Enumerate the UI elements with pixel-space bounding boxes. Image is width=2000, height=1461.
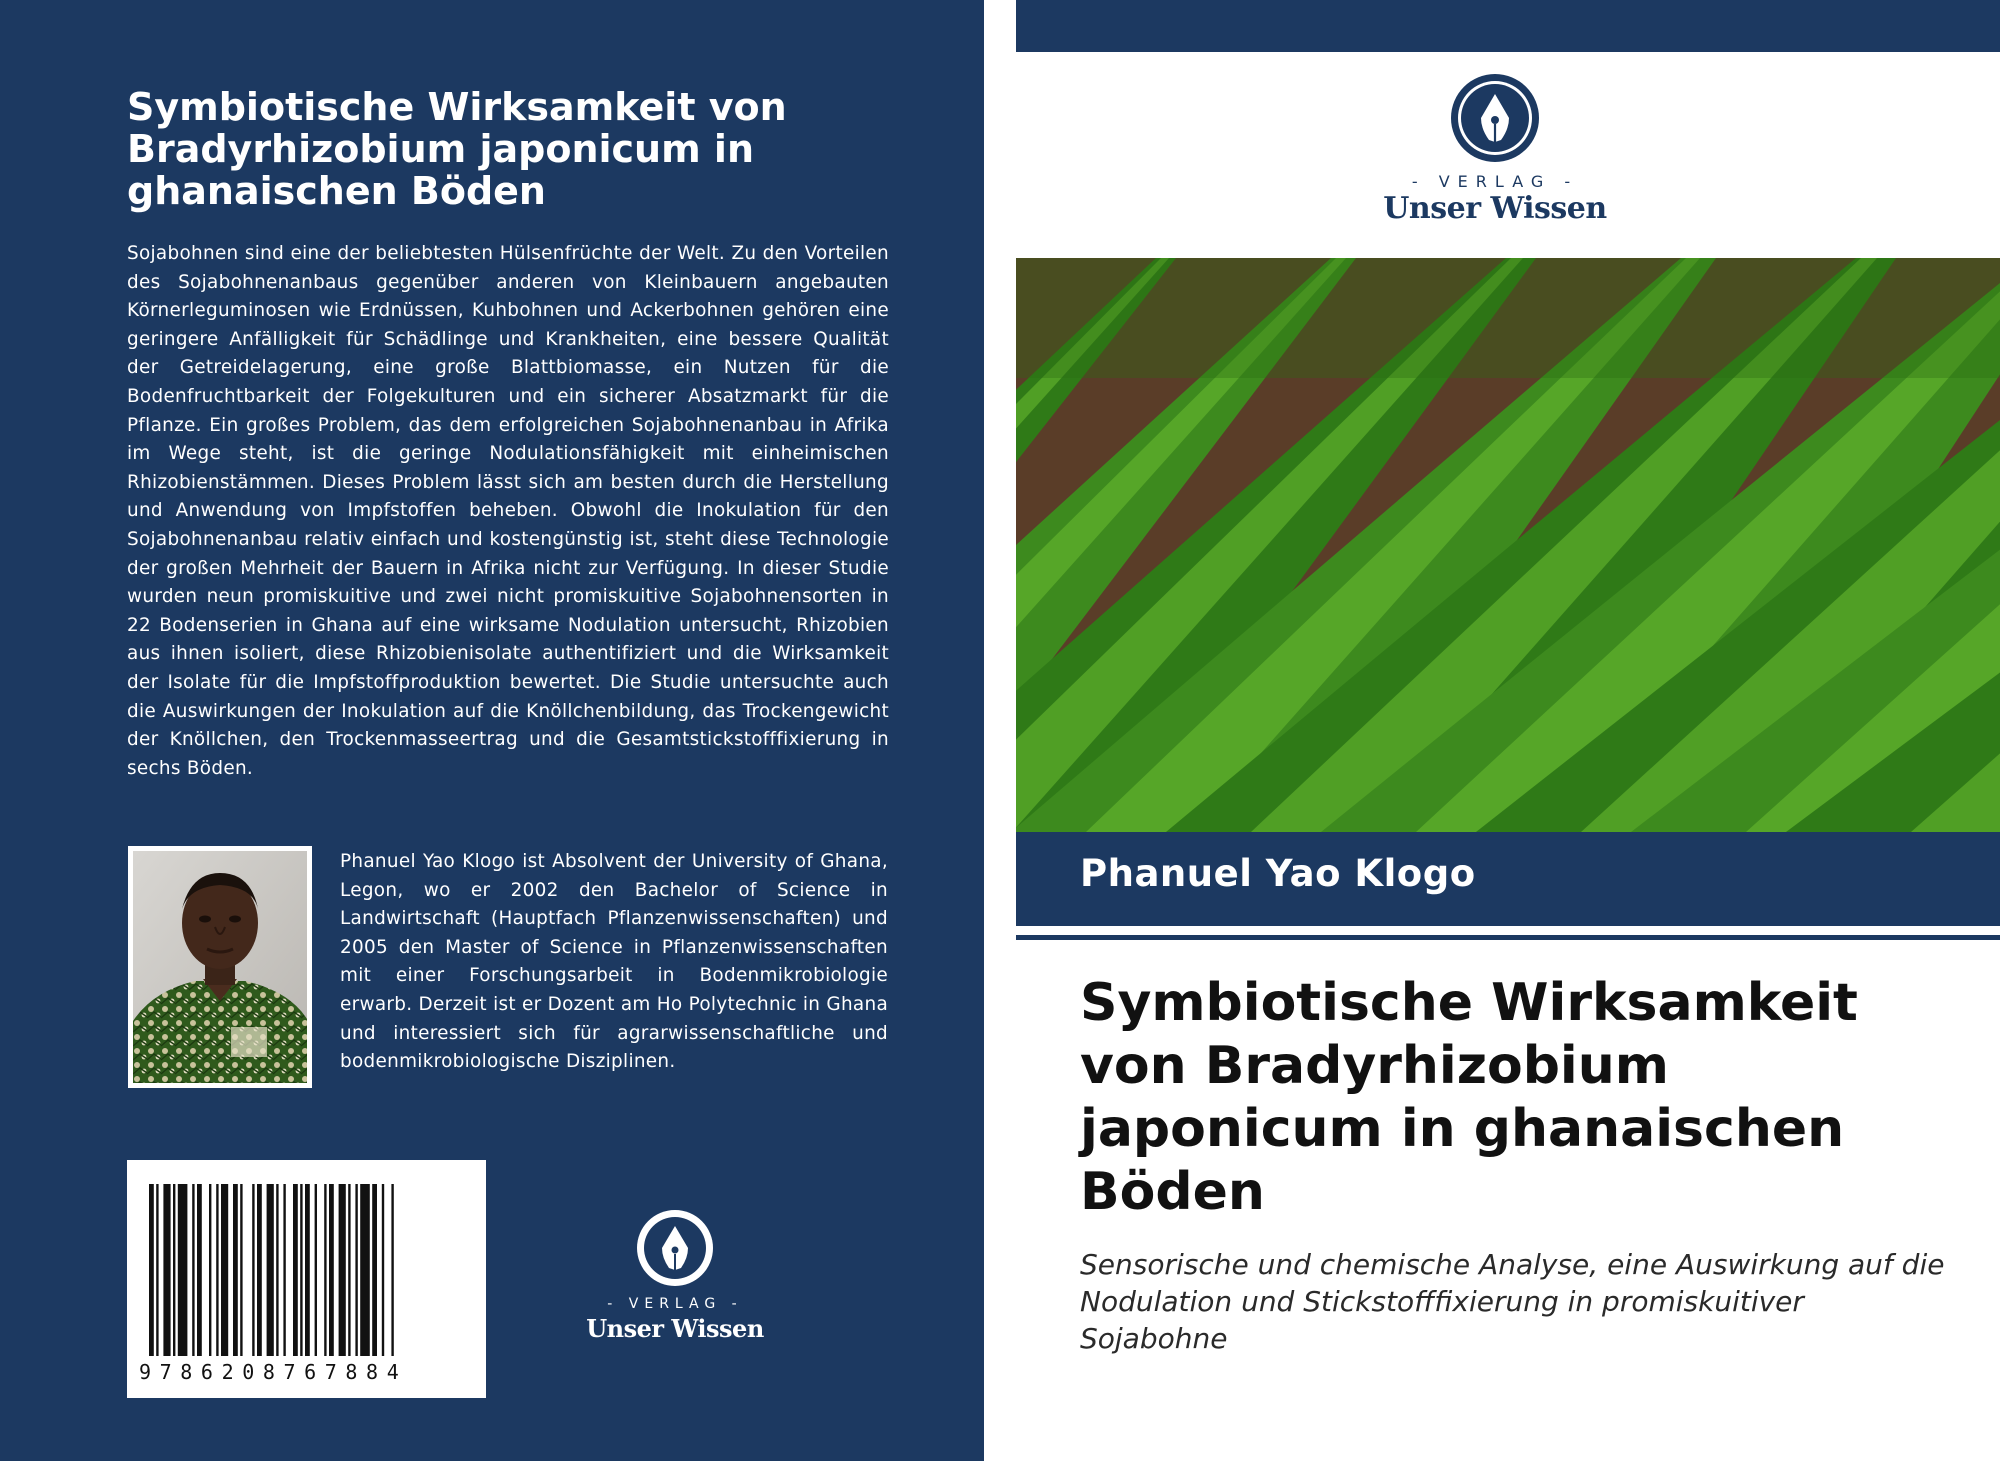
author-biography: Phanuel Yao Klogo ist Absolvent der University of Ghana, Legon, wo er 2002 den Bachelor of Science in Landwirtschaft (Hauptfach Pflanzenwissenschaften) und 2005 den Master of Science in Pflanzenwissenschaften mit einer Forschungsarbeit in Bodenmikrobiologie erwarb. Derzeit ist er Dozent am Ho Polytechnic in Ghana und interessiert sich für agrarwissenschaftliche und bodenmikrobiologische Disziplinen. [340,851,889,1073]
publisher-verlag-label: - VERLAG - [607,1296,743,1312]
soybean-field-photo-icon [1016,258,2000,832]
publisher-verlag-label: - VERLAG - [1411,172,1579,191]
publisher-name: Unser Wissen [1383,191,1607,226]
isbn-barcode-icon [127,1160,486,1398]
back-cover [0,0,984,1461]
back-cover-title: Symbiotische Wirksamkeit von Bradyrhizobium japonicum in ghanaischen Böden [127,85,787,213]
isbn-digits: 9786208767884 [139,1360,408,1384]
publisher-logo-front [1380,72,1610,226]
back-cover-description: Sojabohnen sind eine der beliebtesten Hülsenfrüchte der Welt. Zu den Vorteilen des Sojabohnenanbaus gegenüber anderen von Kleinbauern angebauten Körnerleguminosen wie Erdnüssen, Kuhbohnen und Ackerbohnen gehören eine geringere Anfälligkeit für Schädlinge und Krankheiten, eine bessere Qualität der Getreidelagerung, eine große Blattbiomasse, ein Nutzen für die Bodenfruchtbarkeit der Folgekulturen und ein sicherer Absatzmarkt für die Pflanze. Ein großes Problem, das dem erfolgreichen Sojabohnenanbau in Afrika im Wege steht, ist die geringe Nodulationsfähigkeit mit einheimischen Rhizobienstämmen. Dieses Problem lässt sich am besten durch die Herstellung und Anwendung von Impfstoffen beheben. Obwohl die Inokulation für den Sojabohnenanbau relativ einfach und kostengünstig ist, steht diese Technologie der großen Mehrheit der Bauern in Afrika nicht zur Verfügung. In dieser Studie wurden neun promiskuitive und zwei nicht promiskuitive Sojabohnensorten in 22 Bodenserien in Ghana auf eine wirksame Nodulation untersucht, Rhizobien aus ihnen isoliert, diese Rhizobienisolate authentifiziert und die Wirksamkeit der Isolate für die Impfstoffproduktion bewertet. Die Studie untersuchte auch die Auswirkungen der Inokulation auf die Knöllchenbildung, das Trockengewicht der Knöllchen, den Trockenmasseertrag und die Gesamtstickstofffixierung in sechs Böden. [127,243,889,779]
spine [984,0,1016,1461]
book-title: Symbiotische Wirksamkeit von Bradyrhizobium japonicum in ghanaischen Böden [1080,973,1858,1222]
divider-rule [1016,935,2000,940]
author-band [1016,832,2000,926]
fountain-pen-nib-logo-icon [635,1208,715,1288]
author-portrait-icon [128,846,312,1088]
book-subtitle: Sensorische und chemische Analyse, eine Auswirkung auf die Nodulation und Stickstofffixierung in promiskuitiver Sojabohne [1080,1248,1945,1355]
fountain-pen-nib-logo-icon [1449,72,1541,164]
front-top-band [1016,0,2000,52]
publisher-name: Unser Wissen [586,1314,764,1343]
publisher-logo-back [580,1208,770,1348]
author-name: Phanuel Yao Klogo [1080,852,1476,895]
